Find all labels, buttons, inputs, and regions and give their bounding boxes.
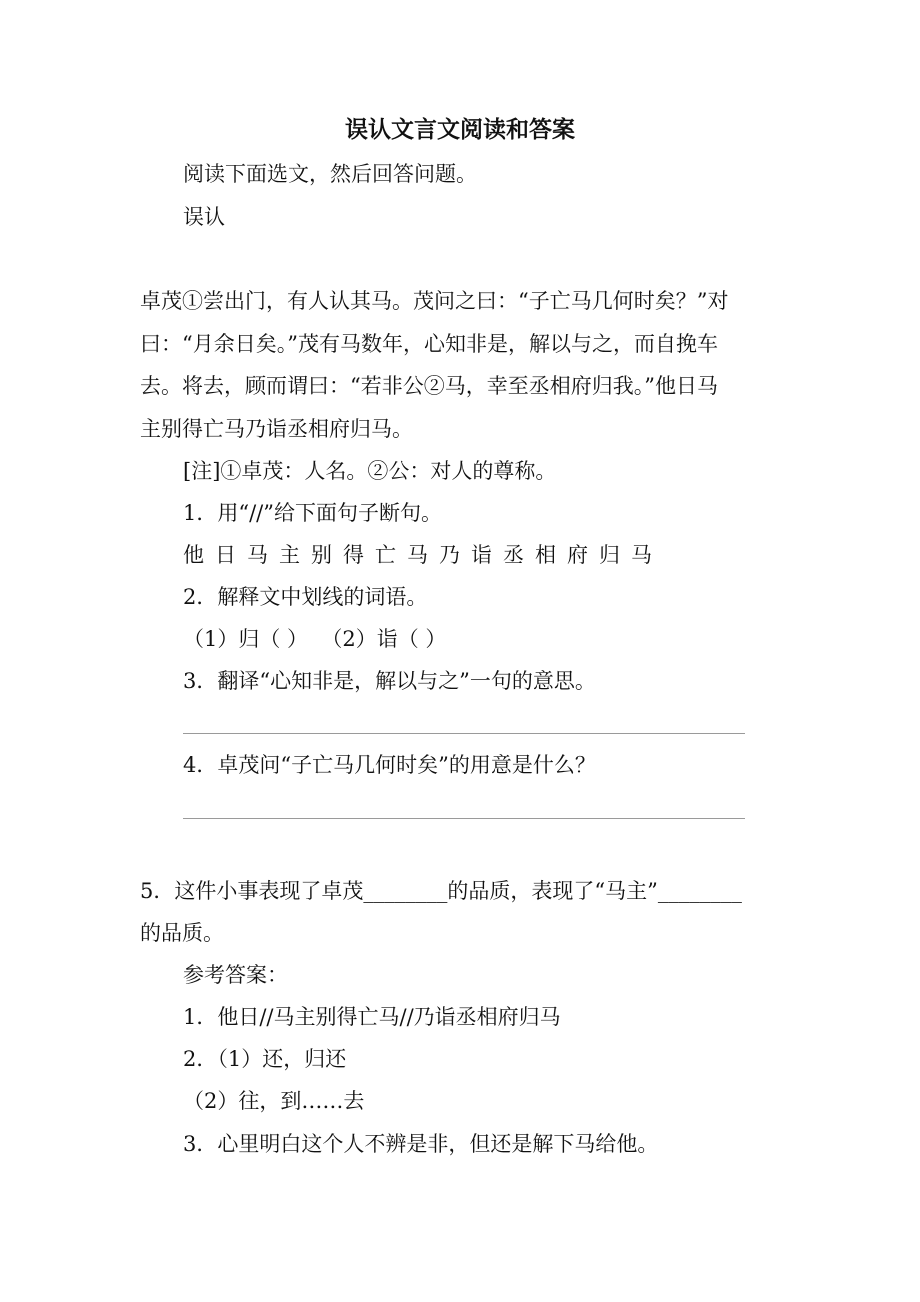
passage-line: 去。将去，顾而谓曰：“若非公②马，幸至丞相府归我。”他日马 bbox=[140, 374, 718, 398]
passage-title: 误认 bbox=[183, 205, 225, 229]
question-5-continued: 的品质。 bbox=[140, 921, 224, 945]
document-title: 误认文言文阅读和答案 bbox=[345, 116, 575, 143]
passage-line: 主别得亡马乃诣丞相府归马。 bbox=[140, 417, 413, 441]
question-3: 3．翻译“心知非是，解以与之”一句的意思。 bbox=[183, 669, 596, 693]
question-1-sentence: 他日马主别得亡马乃诣丞相府归马 bbox=[183, 543, 663, 567]
annotation-note: [注]①卓茂：人名。②公：对人的尊称。 bbox=[183, 459, 557, 483]
passage-line: 曰：“月余日矣。”茂有马数年，心知非是，解以与之，而自挽车 bbox=[140, 332, 718, 356]
intro-text: 阅读下面选文，然后回答问题。 bbox=[183, 162, 477, 186]
answer-line-4 bbox=[183, 818, 745, 819]
answer-3: 3．心里明白这个人不辨是非，但还是解下马给他。 bbox=[183, 1132, 659, 1156]
question-1: 1．用“//”给下面句子断句。 bbox=[183, 501, 442, 525]
question-5: 5．这件小事表现了卓茂________的品质，表现了“马主”________ bbox=[140, 879, 742, 903]
passage-line: 卓茂①尝出门，有人认其马。茂问之曰：“子亡马几何时矣？”对 bbox=[140, 289, 729, 313]
answers-heading: 参考答案： bbox=[183, 963, 288, 987]
answer-2-part-2: （2）往，到……去 bbox=[183, 1089, 365, 1113]
answer-1: 1．他日//马主别得亡马//乃诣丞相府归马 bbox=[183, 1005, 561, 1029]
question-2-items: （1）归（ ） （2）诣（ ） bbox=[183, 627, 447, 651]
question-4: 4．卓茂问“子亡马几何时矣”的用意是什么？ bbox=[183, 753, 596, 777]
answer-2-part-1: 2．（1）还，归还 bbox=[183, 1047, 347, 1071]
answer-line-3 bbox=[183, 733, 745, 734]
question-2: 2．解释文中划线的词语。 bbox=[183, 585, 428, 609]
